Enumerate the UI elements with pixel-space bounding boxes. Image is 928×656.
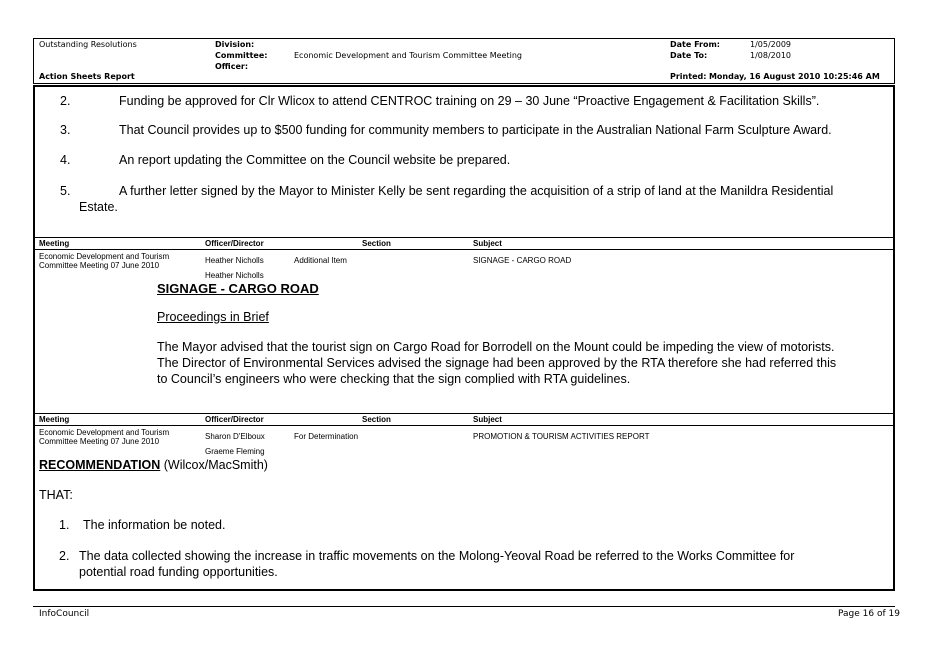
item-5-text-line2: Estate. [79, 200, 118, 214]
footer-left: InfoCouncil [39, 609, 90, 619]
row1-director: Heather Nicholls [205, 271, 264, 280]
footer-rule [33, 606, 895, 607]
col-header-section: Section [362, 239, 391, 248]
row2-officer: Sharon D'Elboux [205, 432, 265, 441]
row1-meeting-line2: Committee Meeting 07 June 2010 [39, 261, 160, 270]
rec-item-2-line1: The data collected showing the increase in traffic movements on the Molong-Yeoval Road be referred to the Works Committee for [79, 549, 795, 563]
row1-paragraph-line3: to Council’s engineers who were checking that the sign complied with RTA guidelines. [157, 372, 631, 386]
row2-director: Graeme Fleming [205, 447, 265, 456]
row1-paragraph-line2: The Director of Environmental Services advised the signage had been approved by the RTA therefore she had referred this [157, 356, 837, 370]
item-4-text: An report updating the Committee on the Council website be prepared. [119, 153, 511, 167]
rec-item-2-number: 2. [59, 549, 70, 563]
report-type: Action Sheets Report [39, 72, 135, 81]
item-2-number: 2. [60, 94, 71, 108]
printed-label: Printed: [670, 72, 707, 81]
row1-subject: SIGNAGE - CARGO ROAD [473, 256, 572, 265]
row1-paragraph-line1: The Mayor advised that the tourist sign on Cargo Road for Borrodell on the Mount could be impeding the view of motorists. [157, 340, 835, 354]
table-divider [34, 425, 894, 426]
committee-value: Economic Development and Tourism Committee Meeting [294, 51, 522, 60]
recommendation-heading: RECOMMENDATION [39, 458, 161, 472]
table-divider [34, 249, 894, 250]
recommendation-movers: (Wilcox/MacSmith) [160, 458, 268, 472]
col-header-officer: Officer/Director [205, 415, 264, 424]
col-header-section: Section [362, 415, 391, 424]
row2-section: For Determination [294, 432, 359, 441]
item-5-text-line1: A further letter signed by the Mayor to Minister Kelly be sent regarding the acquisition of a strip of land at the Manildra Residential [119, 184, 834, 198]
row2-meeting-line2: Committee Meeting 07 June 2010 [39, 437, 160, 446]
rec-item-2-line2: potential road funding opportunities. [79, 565, 278, 579]
item-5-number: 5. [60, 184, 71, 198]
table-divider [34, 237, 894, 238]
rec-item-1-text: The information be noted. [83, 518, 226, 532]
committee-label: Committee: [215, 51, 268, 60]
row1-heading: SIGNAGE - CARGO ROAD [157, 281, 319, 296]
printed-line [670, 72, 880, 82]
recommendation-line [39, 457, 268, 473]
item-2-text: Funding be approved for Clr Wlicox to attend CENTROC training on 29 – 30 June “Proactive Engagement & Facilitation Skills”. [119, 94, 820, 108]
item-4-number: 4. [60, 153, 71, 167]
col-header-subject: Subject [473, 415, 502, 424]
row1-section: Additional Item [294, 256, 347, 265]
row2-subject: PROMOTION & TOURISM ACTIVITIES REPORT [473, 432, 650, 441]
that-label: THAT: [39, 488, 73, 502]
item-3-text: That Council provides up to $500 funding for community members to participate in the Australian National Farm Sculpture Award. [119, 123, 832, 137]
item-3-number: 3. [60, 123, 71, 137]
date-from-value: 1/05/2009 [750, 40, 792, 49]
date-to-label: Date To: [670, 51, 708, 60]
rec-item-1-number: 1. [59, 518, 70, 532]
footer-page-number: Page 16 of 19 [838, 609, 900, 619]
row1-meeting-line1: Economic Development and Tourism [39, 252, 170, 261]
division-label: Division: [215, 40, 255, 49]
report-name: Outstanding Resolutions [39, 40, 137, 49]
col-header-meeting: Meeting [39, 239, 70, 248]
officer-label: Officer: [215, 62, 249, 71]
col-header-subject: Subject [473, 239, 502, 248]
date-to-value: 1/08/2010 [750, 51, 792, 60]
col-header-officer: Officer/Director [205, 239, 264, 248]
printed-value: Monday, 16 August 2010 10:25:46 AM [708, 72, 880, 81]
table-divider [34, 413, 894, 414]
col-header-meeting: Meeting [39, 415, 70, 424]
row2-meeting-line1: Economic Development and Tourism [39, 428, 170, 437]
row1-subheading: Proceedings in Brief [157, 310, 269, 324]
date-from-label: Date From: [670, 40, 721, 49]
row1-officer: Heather Nicholls [205, 256, 264, 265]
